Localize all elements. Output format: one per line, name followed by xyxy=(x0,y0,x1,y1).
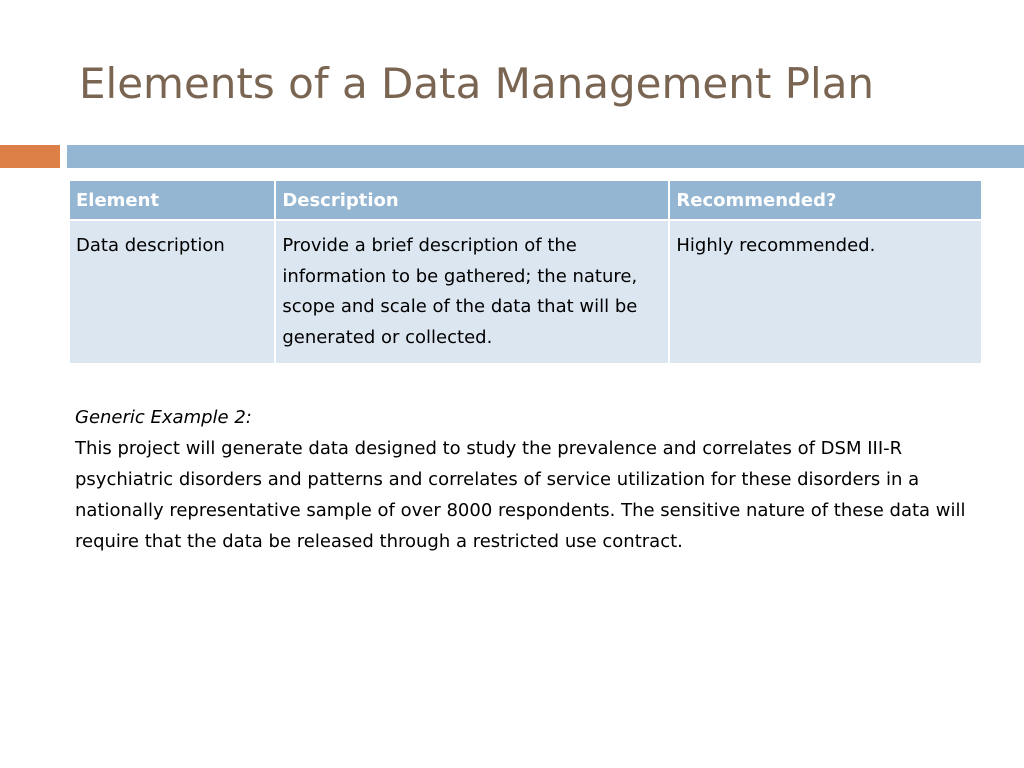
header-element: Element xyxy=(69,180,275,220)
accent-bar-orange xyxy=(0,145,60,168)
table-header-row xyxy=(69,180,982,220)
table-row xyxy=(69,220,982,364)
cell-description: Provide a brief description of the information to be gathered; the nature, scope and scale of the data that will be generated or collected. xyxy=(275,220,669,364)
slide-title: Elements of a Data Management Plan xyxy=(79,59,875,108)
example-block xyxy=(75,402,975,557)
header-recommended: Recommended? xyxy=(669,180,982,220)
accent-bar-blue xyxy=(67,145,1024,168)
cell-recommended: Highly recommended. xyxy=(669,220,982,364)
example-body: This project will generate data designed to study the prevalence and correlates of DSM III-R psychiatric disorders and patterns and correlates of service utilization for these disorders in a nationally representative sample of over 8000 respondents. The sensitive nature of these data will require that the data be released through a restricted use contract. xyxy=(75,438,966,552)
example-heading: Generic Example 2: xyxy=(75,407,252,428)
elements-table xyxy=(68,179,983,365)
cell-element: Data description xyxy=(69,220,275,364)
header-description: Description xyxy=(275,180,669,220)
